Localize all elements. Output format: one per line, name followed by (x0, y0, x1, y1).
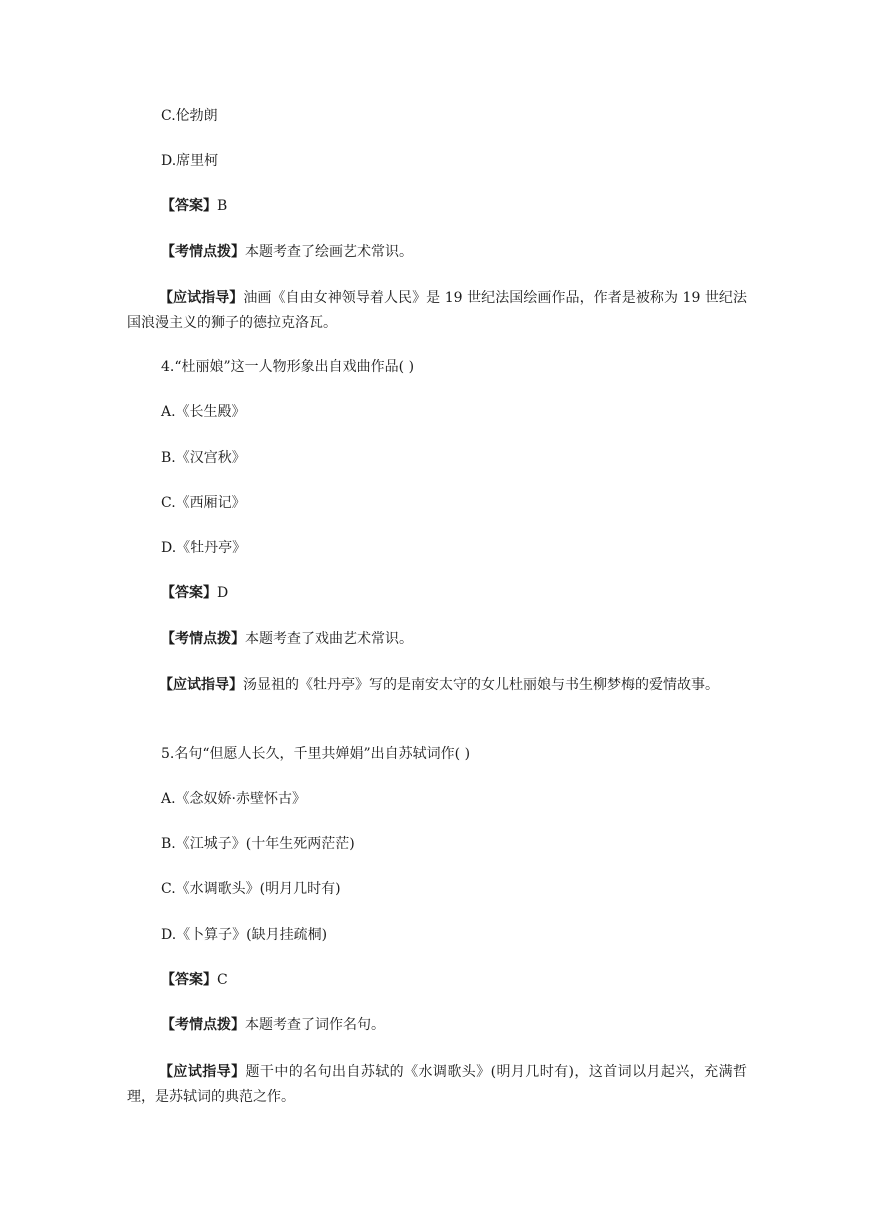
q3-answer (161, 196, 227, 216)
q3-analysis (161, 242, 413, 262)
answer-value: C (217, 972, 228, 988)
q3-option-d: D.席里柯 (161, 153, 219, 169)
analysis-text: 本题考查了绘画艺术常识。 (245, 244, 413, 260)
analysis-text: 本题考查了戏曲艺术常识。 (245, 631, 413, 647)
q4-analysis (161, 629, 413, 649)
analysis-label: 【考情点拨】 (161, 631, 245, 647)
guide-label: 【应试指导】 (159, 677, 243, 693)
analysis-label: 【考情点拨】 (161, 1017, 245, 1033)
q3-guide (127, 286, 747, 336)
analysis-label: 【考情点拨】 (161, 244, 245, 260)
q4-option-a: A.《长生殿》 (161, 404, 246, 420)
q5-analysis (161, 1015, 385, 1035)
q4-answer (161, 583, 228, 603)
q5-option-b: B.《江城子》(十年生死两茫茫) (161, 836, 355, 852)
guide-text: 油画《自由女神领导着人民》是 19 世纪法国绘画作品，作者是被称为 19 世纪法国浪漫主义的狮子的德拉克洛瓦。 (127, 290, 747, 331)
q5-answer (161, 970, 228, 990)
q3-option-c: C.伦勃朗 (161, 108, 218, 124)
guide-label: 【应试指导】 (159, 290, 244, 306)
answer-label: 【答案】 (161, 972, 217, 988)
answer-label: 【答案】 (161, 198, 217, 214)
q5-option-c: C.《水调歌头》(明月几时有) (161, 881, 341, 897)
q4-guide (127, 673, 747, 698)
answer-label: 【答案】 (161, 585, 217, 601)
q4-option-b: B.《汉宫秋》 (161, 450, 246, 466)
q5-guide (127, 1060, 747, 1110)
q5-stem: 5.名句“但愿人长久，千里共婵娟”出自苏轼词作( ) (161, 746, 471, 762)
q4-option-c: C.《西厢记》 (161, 495, 246, 511)
q4-option-d: D.《牡丹亭》 (161, 540, 247, 556)
analysis-text: 本题考查了词作名句。 (245, 1017, 385, 1033)
q4-stem: 4.“杜丽娘”这一人物形象出自戏曲作品( ) (161, 359, 415, 375)
q5-option-d: D.《卜算子》(缺月挂疏桐) (161, 927, 328, 943)
answer-value: B (217, 198, 228, 214)
guide-text: 汤显祖的《牡丹亭》写的是南安太守的女儿杜丽娘与书生柳梦梅的爱情故事。 (243, 677, 719, 693)
answer-value: D (217, 585, 229, 601)
guide-label: 【应试指导】 (159, 1064, 246, 1080)
guide-text: 题干中的名句出自苏轼的《水调歌头》(明月几时有)，这首词以月起兴，充满哲理，是苏轼词的典范之作。 (127, 1064, 748, 1105)
q5-option-a: A.《念奴娇·赤壁怀古》 (161, 791, 307, 807)
